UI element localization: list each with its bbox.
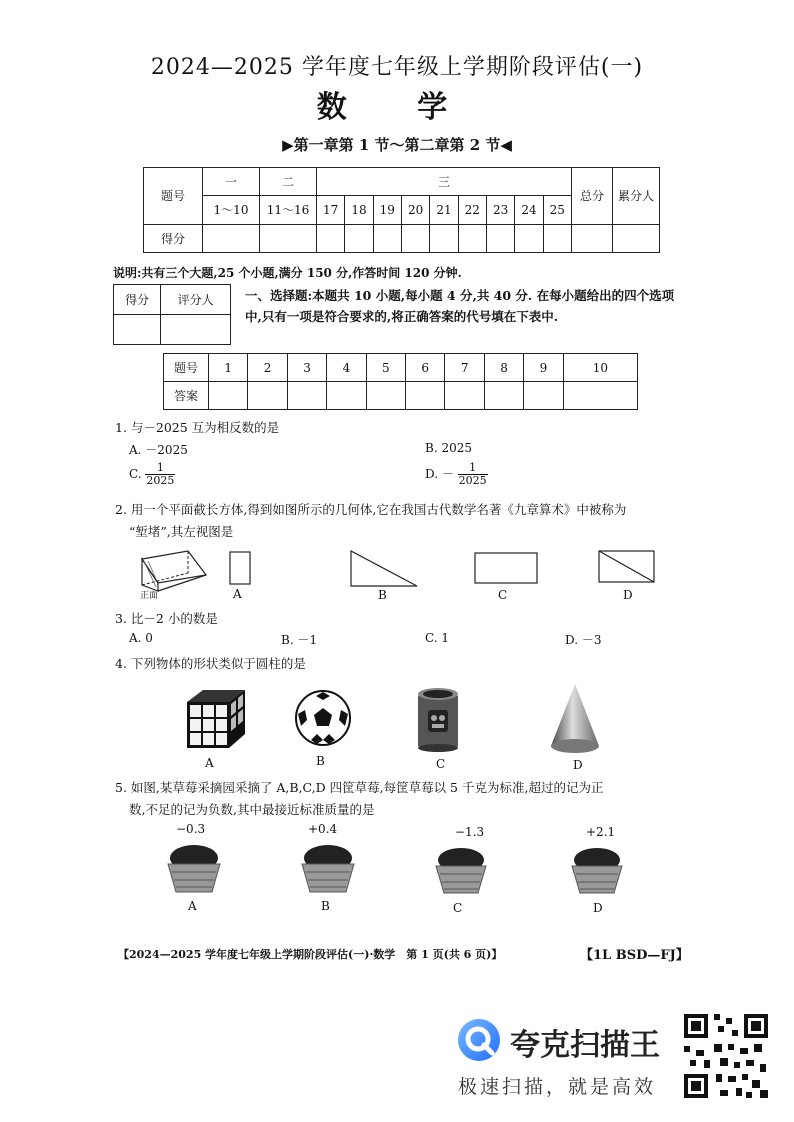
qnum-cell: 22 [458,196,486,224]
total-header: 总分 [572,168,613,225]
score-input-cell[interactable] [345,224,373,252]
strawberry-basket-d-image[interactable] [568,843,626,897]
q2-stem: 2. 用一个平面截长方体,得到如图所示的几何体,它在我国古代数学名著《九章算术》中被称为 [115,502,627,517]
grader-score-input[interactable] [114,315,161,345]
answer-input-cell[interactable] [366,382,405,410]
score-input-cell[interactable] [572,224,613,252]
score-input-cell[interactable] [373,224,401,252]
answer-qnum: 3 [287,354,326,382]
q5-option-c-label: C [453,901,463,915]
basket-d-value: +2.1 [586,825,616,839]
q3-stem: 3. 比－2 小的数是 [115,611,218,626]
qnum-cell: 19 [373,196,401,224]
q2-option-d-label: D [623,588,633,602]
answer-input-cell[interactable] [287,382,326,410]
score-input-cell[interactable] [515,224,543,252]
exam-note: 说明:共有三个大题,25 个小题,满分 150 分,作答时间 120 分钟. [113,266,462,280]
q4-option-d-label: D [573,758,583,772]
part1-header: 一 [203,168,260,196]
qnum-cell: 20 [401,196,429,224]
q1-option-c-fraction [145,462,175,487]
q4-option-b-label: B [316,754,325,768]
q4-option-a-label: A [205,756,214,770]
answer-qnum: 5 [366,354,405,382]
q2-option-a-label: A [233,587,242,601]
answer-qnum: 6 [406,354,445,382]
subject-title: 数 学 [316,90,478,125]
score-row-label: 得分 [144,224,203,252]
answer-qnum: 8 [484,354,523,382]
grader-name-label: 评分人 [161,285,231,315]
q2-option-c-label: C [498,588,508,602]
q3-option-c[interactable]: C. 1 [425,631,450,645]
qnum-cell: 21 [430,196,458,224]
score-input-cell[interactable] [486,224,514,252]
basket-b-value: +0.4 [308,822,338,836]
pen-holder-image[interactable] [414,686,462,752]
page-footer: 【2024—2025 学年度七年级上学期阶段评估(一)·数学 第 1 页(共 6 页)】 [118,948,503,961]
section1-heading: 一、选择题:本题共 10 小题,每小题 4 分,共 40 分. 在每小题给出的四个选项中,只有一项是符合要求的,将正确答案的代号填在下表中. [245,288,675,324]
q2-stem-line2: “堑堵”,其左视图是 [129,524,234,539]
q3-option-b[interactable]: B. －1 [281,633,318,647]
answer-qnum: 9 [524,354,563,382]
q5-option-d-label: D [593,901,603,915]
q1-option-b[interactable]: B. 2025 [425,441,472,455]
answer-input-cell[interactable] [406,382,445,410]
answer-qnum: 7 [445,354,484,382]
score-input-cell[interactable] [430,224,458,252]
q4-option-c-label: C [436,757,446,771]
strawberry-basket-b-image[interactable] [298,840,358,896]
scorer-header: 累分人 [613,168,660,225]
q2-option-b-label: B [378,588,387,602]
score-input-cell[interactable] [458,224,486,252]
answer-input-cell[interactable] [563,382,637,410]
part3-header: 三 [317,168,572,196]
q3-option-a[interactable]: A. 0 [129,631,153,645]
score-input-cell[interactable] [260,224,317,252]
q2-option-d-figure[interactable] [598,550,658,586]
fraction-numerator: 1 [145,462,175,475]
front-view-label: 正面 [140,591,159,601]
fraction-numerator: 1 [458,462,488,475]
fraction-denominator: 2025 [458,474,487,487]
answer-qnum: 10 [563,354,637,382]
answer-input-cell[interactable] [327,382,366,410]
score-table-qnum-label: 题号 [144,168,203,225]
fraction-denominator: 2025 [146,474,175,487]
answer-input-cell[interactable] [484,382,523,410]
answer-table [163,353,638,410]
answer-input-cell[interactable] [248,382,287,410]
q1-option-d-fraction [458,462,488,487]
answer-input-cell[interactable] [445,382,484,410]
qnum-cell: 18 [345,196,373,224]
score-input-cell[interactable] [613,224,660,252]
score-input-cell[interactable] [401,224,429,252]
q5-stem: 5. 如图,某草莓采摘园采摘了 A,B,C,D 四筐草莓,每筐草莓以 5 千克为标准,超过的记为正 [115,780,604,795]
score-input-cell[interactable] [317,224,345,252]
basket-c-value: −1.3 [455,825,485,839]
qnum-cell: 23 [486,196,514,224]
quark-logo-icon [456,1017,502,1063]
score-input-cell[interactable] [543,224,571,252]
answer-table-qnum-label: 题号 [164,354,209,382]
exam-title: 2024—2025 学年度七年级上学期阶段评估(一) [150,55,644,80]
q1-option-d-prefix: D. － [425,467,454,481]
grader-box [113,284,231,345]
grader-score-label: 得分 [114,285,161,315]
q5-stem-line2: 数,不足的记为负数,其中最接近标准质量的是 [129,802,375,817]
answer-qnum: 2 [248,354,287,382]
part2-header: 二 [260,168,317,196]
cone-image[interactable] [547,682,603,756]
qnum-cell: 24 [515,196,543,224]
exam-code: 【1L BSD—FJ】 [580,948,689,963]
q2-option-c-figure[interactable] [474,552,540,586]
exam-scope: ▶第一章第 1 节～第二章第 2 节◀ [282,136,512,154]
q5-option-b-label: B [321,899,330,913]
rubiks-cube-image[interactable] [183,688,249,752]
grader-name-input[interactable] [161,315,231,345]
answer-qnum: 1 [209,354,248,382]
score-input-cell[interactable] [203,224,260,252]
q1-option-a[interactable]: A. －2025 [129,443,188,457]
answer-input-cell[interactable] [524,382,563,410]
strawberry-basket-c-image[interactable] [432,843,490,897]
q5-option-a-label: A [188,899,197,913]
range2-cell: 11～16 [260,196,317,224]
answer-input-cell[interactable] [209,382,248,410]
score-table [143,167,660,253]
q1-option-c[interactable] [129,462,175,487]
qnum-cell: 25 [543,196,571,224]
soccer-ball-image[interactable] [293,688,353,748]
answer-qnum: 4 [327,354,366,382]
qnum-cell: 17 [317,196,345,224]
q1-stem: 1. 与－2025 互为相反数的是 [115,420,280,435]
answer-row-label: 答案 [164,382,209,410]
q4-stem: 4. 下列物体的形状类似于圆柱的是 [115,656,306,671]
basket-a-value: −0.3 [176,822,206,836]
q3-option-d[interactable]: D. －3 [565,633,602,647]
scanner-slogan: 极速扫描，就是高效 [458,1076,657,1098]
range1-cell: 1～10 [203,196,260,224]
q2-option-a-figure[interactable] [229,551,253,587]
qr-code-icon[interactable] [680,1010,772,1102]
strawberry-basket-a-image[interactable] [164,840,224,896]
q1-option-d[interactable] [425,462,488,487]
scanner-brand: 夸克扫描王 [510,1028,660,1063]
q2-option-b-figure[interactable] [349,549,421,589]
q1-option-c-prefix: C. [129,467,142,481]
